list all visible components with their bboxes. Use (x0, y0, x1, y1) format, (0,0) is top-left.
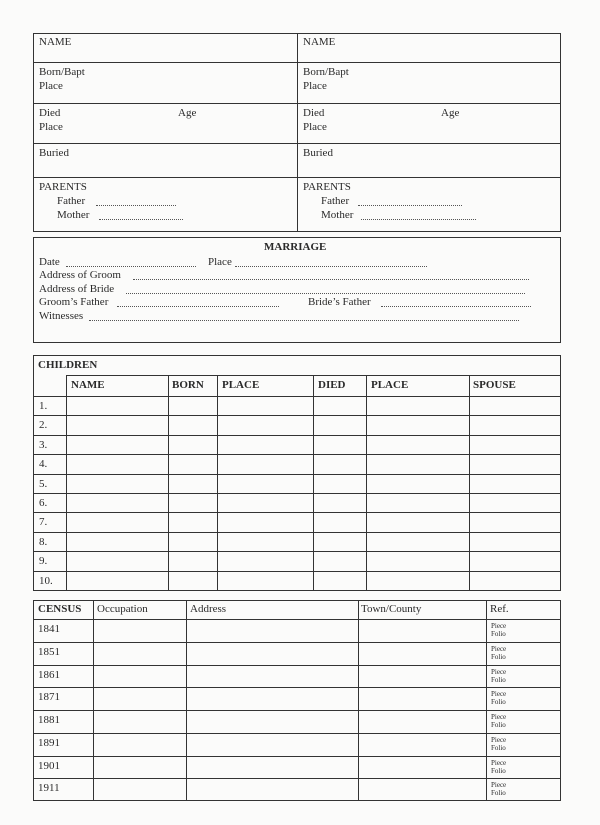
bride-address-dots (126, 293, 525, 294)
census-column-header: CENSUS (38, 603, 82, 615)
census-column-line (486, 600, 487, 801)
children-row-number: 3. (39, 439, 48, 451)
census-piece-label: Piece (491, 713, 507, 721)
children-column-line (313, 375, 314, 591)
census-column-header: Address (190, 603, 227, 615)
marriage-place-label: Place (208, 256, 232, 268)
children-row-number: 6. (39, 497, 48, 509)
census-row-line (33, 778, 561, 779)
census-column-line (93, 600, 94, 801)
children-column-line (168, 375, 169, 591)
census-folio-label: Folio (491, 789, 506, 797)
right-name-label: NAME (303, 36, 336, 48)
census-folio-label: Folio (491, 721, 506, 729)
census-folio-label: Folio (491, 744, 506, 752)
person-row-line (33, 177, 561, 178)
right-age-label: Age (441, 107, 460, 119)
left-name-label: NAME (39, 36, 72, 48)
census-folio-label: Folio (491, 698, 506, 706)
children-column-line (366, 375, 367, 591)
children-row-number: 2. (39, 419, 48, 431)
children-column-line (469, 375, 470, 591)
marriage-date-label: Date (39, 256, 60, 268)
children-row-line (33, 474, 561, 475)
children-row-line (33, 512, 561, 513)
census-row-line (33, 619, 561, 620)
census-row-line (33, 710, 561, 711)
bride-father-label: Bride’s Father (308, 296, 371, 308)
census-piece-label: Piece (491, 759, 507, 767)
census-section (33, 600, 561, 801)
children-row-number: 9. (39, 555, 48, 567)
census-row-line (33, 665, 561, 666)
witnesses-label: Witnesses (39, 310, 84, 322)
census-piece-label: Piece (491, 736, 507, 744)
right-mother-dots (361, 219, 476, 220)
children-column-header: PLACE (222, 379, 260, 391)
census-folio-label: Folio (491, 630, 506, 638)
census-folio-label: Folio (491, 676, 506, 684)
census-year: 1861 (38, 669, 60, 681)
witnesses-dots (89, 320, 519, 321)
census-column-header: Town/County (361, 603, 422, 615)
left-mother-label: Mother (57, 209, 90, 221)
left-father-dots (96, 205, 176, 206)
census-row-line (33, 642, 561, 643)
children-row-line (33, 415, 561, 416)
children-column-header: PLACE (371, 379, 409, 391)
right-mother-label: Mother (321, 209, 354, 221)
census-piece-label: Piece (491, 668, 507, 676)
children-title: CHILDREN (38, 359, 98, 371)
children-column-header: NAME (71, 379, 105, 391)
marriage-title: MARRIAGE (264, 241, 327, 253)
person-row-line (33, 143, 561, 144)
census-column-line (358, 600, 359, 801)
left-died-place-label: Place (39, 121, 63, 133)
marriage-date-dots (66, 266, 196, 267)
census-piece-label: Piece (491, 690, 507, 698)
children-column-header: BORN (172, 379, 204, 391)
census-year: 1891 (38, 737, 60, 749)
children-row-number: 10. (39, 575, 53, 587)
right-father-dots (358, 205, 462, 206)
bride-father-dots (381, 306, 531, 307)
census-piece-label: Piece (491, 622, 507, 630)
census-column-line (186, 600, 187, 801)
children-row-number: 1. (39, 400, 48, 412)
census-folio-label: Folio (491, 653, 506, 661)
census-year: 1901 (38, 760, 60, 772)
children-row-number: 5. (39, 478, 48, 490)
groom-father-label: Groom’s Father (39, 296, 109, 308)
census-folio-label: Folio (491, 767, 506, 775)
census-column-header: Ref. (490, 603, 509, 615)
groom-father-dots (117, 306, 279, 307)
children-row-line (33, 493, 561, 494)
census-year: 1881 (38, 714, 60, 726)
children-column-header: DIED (318, 379, 346, 391)
person-row-line (33, 103, 561, 104)
right-born-place-label: Place (303, 80, 327, 92)
children-column-line (217, 375, 218, 591)
right-died-place-label: Place (303, 121, 327, 133)
right-born-label: Born/Bapt (303, 66, 349, 78)
children-row-number: 8. (39, 536, 48, 548)
left-parents-label: PARENTS (39, 181, 87, 193)
children-row-number: 4. (39, 458, 48, 470)
children-row-line (33, 435, 561, 436)
groom-address-label: Address of Groom (39, 269, 121, 281)
right-died-label: Died (303, 107, 325, 119)
census-year: 1851 (38, 646, 60, 658)
census-year: 1871 (38, 691, 60, 703)
children-row-number: 7. (39, 516, 48, 528)
right-parents-label: PARENTS (303, 181, 351, 193)
census-piece-label: Piece (491, 781, 507, 789)
marriage-place-dots (235, 266, 427, 267)
children-row-line (33, 532, 561, 533)
left-born-place-label: Place (39, 80, 63, 92)
left-age-label: Age (178, 107, 197, 119)
census-row-line (33, 687, 561, 688)
census-year: 1911 (38, 782, 60, 794)
children-row-line (33, 571, 561, 572)
children-column-header: SPOUSE (473, 379, 516, 391)
left-died-label: Died (39, 107, 61, 119)
bride-address-label: Address of Bride (39, 283, 115, 295)
right-buried-label: Buried (303, 147, 333, 159)
left-father-label: Father (57, 195, 86, 207)
left-born-label: Born/Bapt (39, 66, 85, 78)
children-column-line (66, 375, 67, 591)
left-buried-label: Buried (39, 147, 69, 159)
right-father-label: Father (321, 195, 350, 207)
groom-address-dots (133, 279, 529, 280)
person-row-line (33, 62, 561, 63)
census-year: 1841 (38, 623, 60, 635)
left-mother-dots (99, 219, 183, 220)
census-piece-label: Piece (491, 645, 507, 653)
children-row-line (33, 454, 561, 455)
children-row-line (33, 396, 561, 397)
census-column-header: Occupation (97, 603, 148, 615)
census-row-line (33, 733, 561, 734)
census-row-line (33, 756, 561, 757)
children-row-line (33, 551, 561, 552)
